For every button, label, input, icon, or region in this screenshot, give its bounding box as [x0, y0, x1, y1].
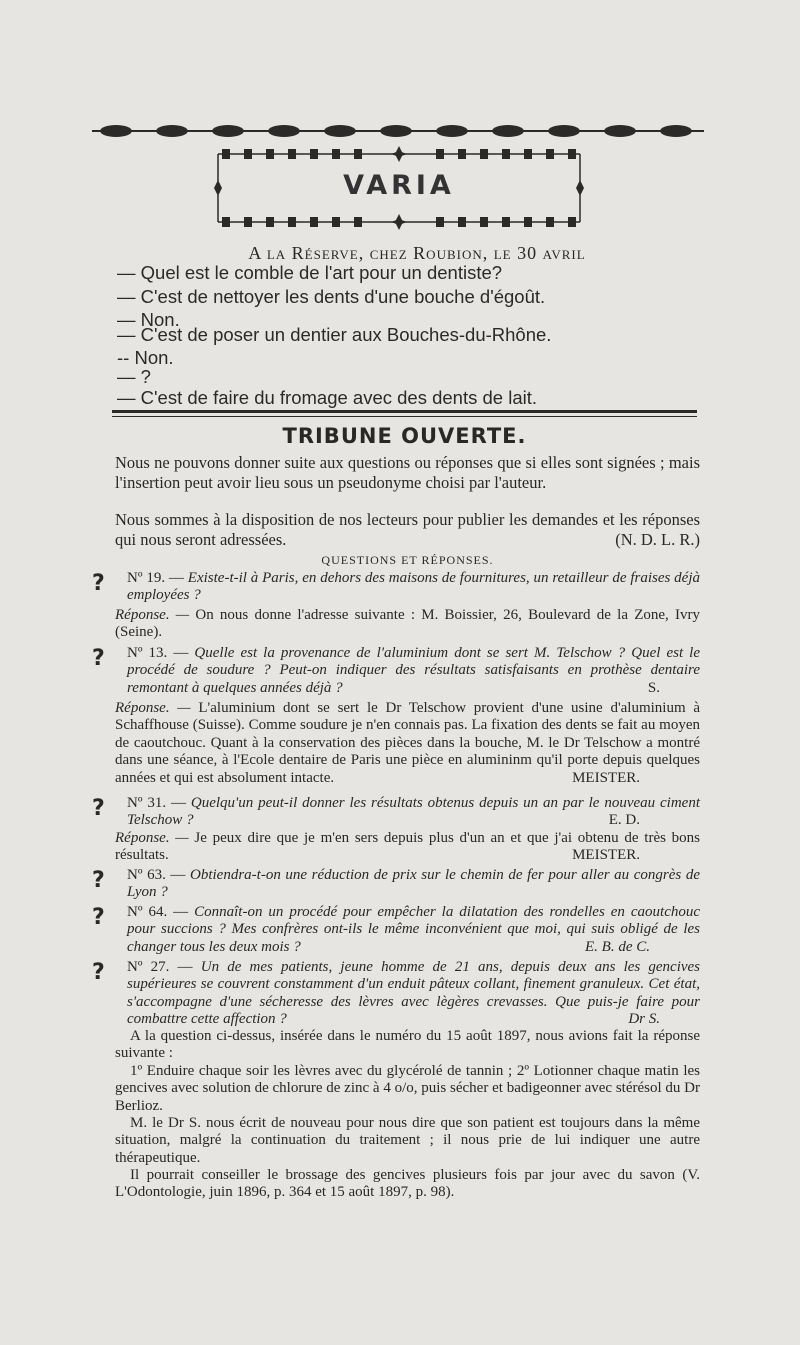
answer-27-p3: M. le Dr S. nous écrit de nouveau pour nous dire que son patient est toujours dans la même situation, malgré la continuation du traitement ; il nous prie de lui indiquer une autre thérapeutique.: [115, 1115, 700, 1166]
tribune-title: TRIBUNE OUVERTE.: [282, 424, 527, 448]
question-mark-icon: ?: [92, 905, 105, 930]
dialogue-line: — Quel est le comble de l'art pour un dentiste?: [117, 262, 503, 283]
answer-27-p2: 1º Enduire chaque soir les lèvres avec du glycérolé de tannin ; 2º Lotionner chaque matin les gencives avec solution de chlorure de zinc à 4 o/o, puis sécher et badigeonner avec stérésol du Dr Berlioz.: [115, 1063, 700, 1114]
ornament-chain: [92, 122, 704, 140]
intro-text: Nous sommes à la disposition de nos lecteurs pour publier les demandes et les réponses qui nous seront adressées.: [115, 510, 700, 549]
q-sign: E. B. de C.: [585, 938, 650, 955]
answer-text: On nous donne l'adresse suivante : M. Boissier, 26, Boulevard de la Zone, Ivry (Seine).: [115, 607, 701, 641]
q-text: Obtiendra-t-on une réduction de prix sur le chemin de fer pour aller au congrès de Lyon ?: [127, 867, 701, 901]
answer-lead: Réponse. —: [115, 607, 190, 623]
answer-31: [115, 830, 700, 865]
question-mark-icon: ?: [92, 796, 105, 821]
answer-19: [115, 607, 700, 642]
dialogue-line: — ?: [117, 366, 151, 387]
answer-text: L'aluminium dont se sert le Dr Telschow provient d'une usine d'aluminium à Schaffhouse (Suisse). Comme soudure je n'en connais pas. La fixation des dents se fait au moyen de caoutchouc. Quant à la conservation des pièces dans la bouche, M. le Dr Telschow a montré dans une séance, à l'Ecole dentaire de Paris une pièce en alumininm qu'il porte depuis quelques années et qui est absolument intacte.: [115, 700, 701, 786]
question-27: [127, 959, 700, 1029]
answer-27-p1: A la question ci-dessus, insérée dans le numéro du 15 août 1897, nous avions fait la réponse suivante :: [115, 1028, 700, 1062]
dialogue-line: — C'est de faire du fromage avec des dents de lait.: [117, 387, 538, 408]
q-number: Nº 63. —: [127, 867, 186, 883]
varia-headline: A la Réserve, chez Roubion, le 30 avril: [248, 243, 586, 263]
question-64: [127, 904, 700, 956]
q-text: Existe-t-il à Paris, en dehors des maisons de fournitures, un retailleur de fraises déjà employées ?: [127, 570, 701, 604]
question-31: [127, 795, 700, 830]
tribune-intro: Nous ne pouvons donner suite aux questions ou réponses que si elles sont signées ; mais l'insertion peut avoir lieu sous un pseudonyme choisi par l'auteur.: [115, 453, 700, 492]
q-sign: S.: [647, 679, 660, 696]
dialogue-line: -- Non.: [117, 347, 174, 368]
answer-sign: MEISTER.: [572, 769, 640, 786]
dialogue-line: — C'est de poser un dentier aux Bouches-du-Rhône.: [117, 324, 552, 345]
question-mark-icon: ?: [92, 960, 105, 985]
question-mark-icon: ?: [92, 571, 105, 596]
q-sign: E. D.: [608, 812, 640, 829]
q-text: Connaît-on un procédé pour empêcher la dilatation des rondelles en caoutchouc pour succions ? Mes confrères ont-ils le même inconvénient que moi, qui suis obligé de les changer tous les deux mois ?: [127, 904, 701, 955]
q-text: Quelqu'un peut-il donner les résultats obtenus depuis un an par le nouveau ciment Telschow ?: [127, 795, 700, 829]
answer-sign: MEISTER.: [572, 847, 640, 864]
answer-lead: Réponse. —: [115, 830, 189, 846]
answer-lead: Réponse. —: [115, 700, 191, 716]
question-63: [127, 867, 700, 902]
q-number: Nº 13. —: [127, 645, 189, 661]
answer-13: [115, 700, 700, 787]
q-text: Quelle est la provenance de l'aluminium dont se sert M. Telschow ? Quel est le procédé de soudure ? Peut-on indiquer des résultats satisfaisants en prothèse dentaire remontant à quelques années déjà ?: [127, 645, 701, 696]
q-number: Nº 19. —: [127, 570, 184, 586]
intro-sign: (N. D. L. R.): [615, 530, 700, 549]
q-sign: Dr S.: [628, 1011, 660, 1028]
thin-rule: [112, 416, 697, 417]
answer-text: Je peux dire que je m'en sers depuis plus d'un an et que j'ai obtenu de très bons résultats.: [115, 830, 701, 864]
question-19: [127, 570, 700, 605]
thick-rule: [112, 410, 697, 413]
question-mark-icon: ?: [92, 868, 105, 893]
q-text: Un de mes patients, jeune homme de 21 ans, depuis deux ans les gencives supérieures se couvrent constamment d'un enduit pâteux collant, finement granuleux. Cet état, s'accompagne d'une sécheresse des lèvres avec lègères crevasses. Que puis-je faire pour combattre cette affection ?: [127, 959, 701, 1028]
varia-title: VARIA: [343, 170, 455, 201]
section-subhead: QUESTIONS ET RÉPONSES.: [321, 553, 494, 567]
tribune-intro-2: [115, 510, 700, 550]
q-number: Nº 27. —: [127, 959, 193, 975]
dialogue-line: — C'est de nettoyer les dents d'une bouche d'égoût.: [117, 286, 546, 307]
question-mark-icon: ?: [92, 646, 105, 671]
q-number: Nº 64. —: [127, 904, 189, 920]
question-13: [127, 645, 700, 697]
answer-27-p4: Il pourrait conseiller le brossage des gencives plusieurs fois par jour avec du savon (V. L'Odontologie, juin 1896, p. 364 et 15 août 1897, p. 98).: [115, 1167, 700, 1201]
q-number: Nº 31. —: [127, 795, 186, 811]
dialogue-line: — Non.: [117, 309, 180, 330]
